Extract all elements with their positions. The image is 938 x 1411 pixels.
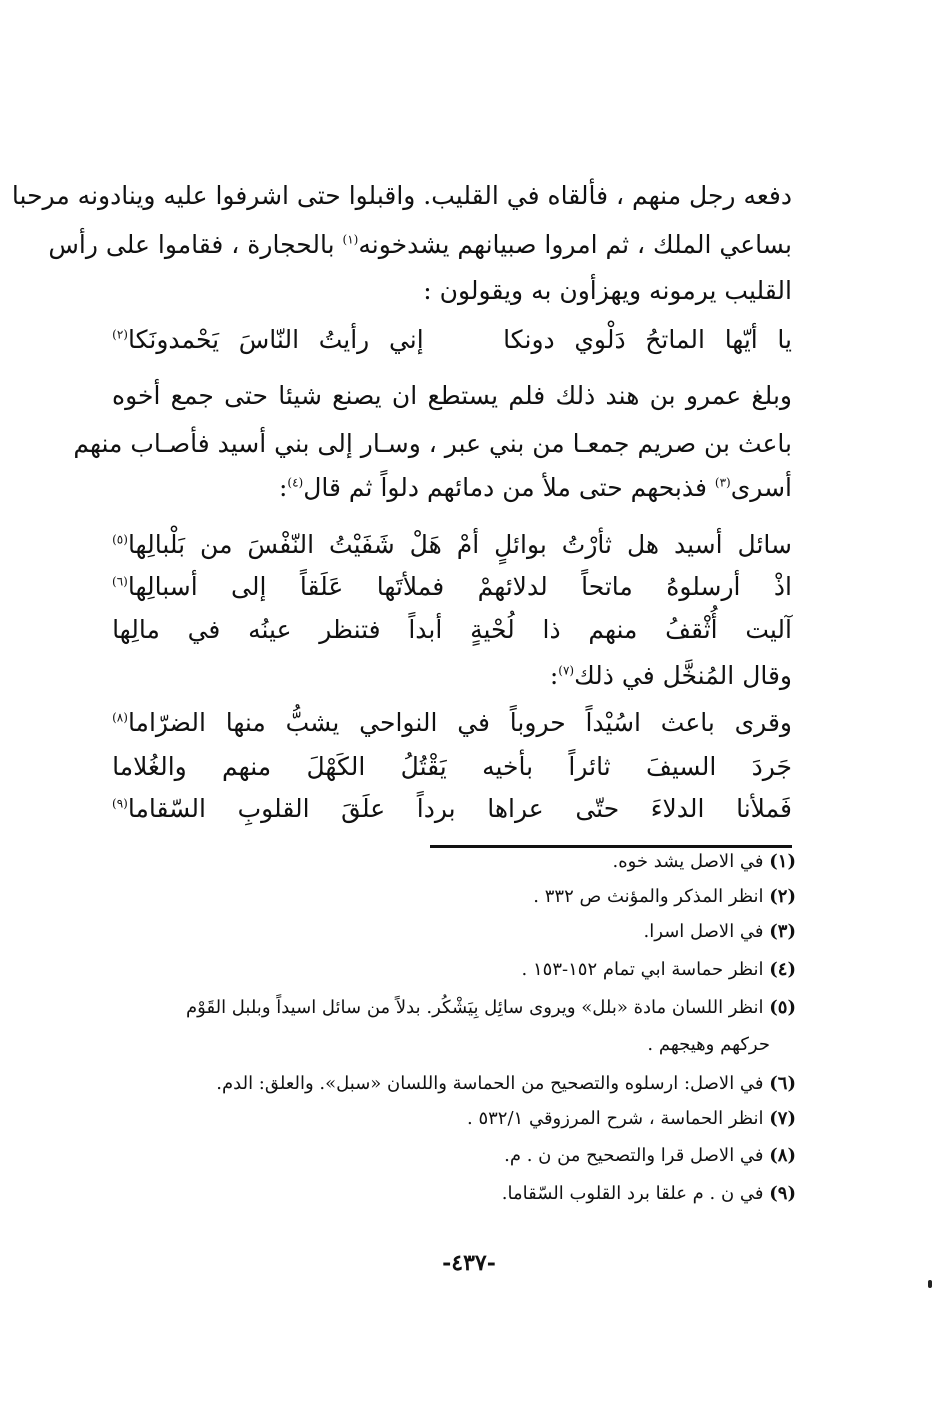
body-text: : [549, 661, 559, 690]
footnote-number: (٧) [769, 1108, 796, 1129]
verse-word: النّفْسَ [247, 530, 315, 559]
verse-word: إلى [231, 572, 267, 601]
verse-word: أسيد [674, 530, 723, 559]
verse-word: دَلْوي [574, 325, 626, 354]
verse-word: لُحْيةٍ [470, 615, 515, 644]
body-line-3 [112, 273, 792, 309]
footnote-number: (١) [769, 851, 796, 872]
footnote-ref: (١) [342, 232, 359, 247]
poem-intro [232, 658, 792, 694]
verse-word: الكَهْلَ [306, 752, 366, 781]
verse-word: بوائلٍ [494, 530, 547, 559]
verse-word: فَملأنا [736, 794, 792, 823]
verse-word: في [187, 615, 221, 644]
verse-word: بَلْبالِها [127, 530, 186, 559]
verse-word-with-ref [112, 705, 206, 741]
verse-word: شَفَيْتُ [329, 530, 395, 559]
poem1-line [112, 569, 792, 605]
footnote-text: انظر حماسة ابي تمام ١٥٢-١٥٣ . [521, 959, 764, 980]
poem2-line [112, 705, 792, 741]
verse-word: فتنظر [319, 615, 381, 644]
footnote-text: في الاصل اسرا. [643, 921, 764, 942]
body-text: القليب يرمونه ويهزأون به ويقولون : [423, 276, 792, 305]
verse-word-with-ref [112, 791, 206, 827]
verse-word: إني [388, 325, 424, 354]
footnote-ref: (٦) [112, 574, 128, 589]
footnote-item [112, 1179, 796, 1209]
verse-word: لدلائهمْ [477, 572, 548, 601]
verse-word: حتّى [575, 794, 620, 823]
footnote-text: انظر الحماسة ، شرح المرزوقي ٥٣٢/١ . [467, 1108, 764, 1129]
footnote-item [112, 1104, 796, 1134]
poem1-line [112, 612, 792, 648]
poem2-line [112, 749, 792, 785]
body-text: وقال المُنخَّل في ذلك [574, 661, 792, 690]
page-number: -٤٣٧- [442, 1250, 496, 1276]
verse-word: برداً [416, 794, 456, 823]
verse-word: عَلَقاً [299, 572, 344, 601]
verse-word: عينُه [248, 615, 292, 644]
verse-word: من [200, 530, 233, 559]
verse-word: أبداً [408, 615, 443, 644]
footnote-number: (٩) [769, 1183, 796, 1204]
body-line-4 [112, 378, 792, 414]
verse-word: يَقْتُلُ [400, 752, 447, 781]
footnote-item [112, 993, 796, 1023]
verse-word: حروباً [509, 708, 566, 737]
footnote-item [112, 882, 796, 912]
verse-word: فملأتَها [376, 572, 445, 601]
verse-word: يَحْمدونَكا [127, 325, 220, 354]
footnote-text: حركهم وهيجهم . [647, 1034, 770, 1055]
verse-word: ثائراً [568, 752, 611, 781]
verse-word-with-ref [112, 322, 219, 358]
verse-word: أيّها [724, 325, 758, 354]
footnote-ref: (٥) [112, 532, 128, 547]
footnote-number: (٣) [769, 921, 796, 942]
verse-word: علَقَ [341, 794, 386, 823]
body-text: بالحجارة ، فقاموا على رأس [48, 230, 335, 259]
verse-word: بأخيه [482, 752, 534, 781]
footnote-text: في الاصل: ارسلوه والتصحيح من الحماسة واللسان «سبل». والعلق: الدم. [216, 1073, 764, 1094]
verse-word: أسبالِها [127, 572, 198, 601]
footnote-ref: (٣) [714, 475, 731, 490]
scan-speck [928, 1280, 932, 1288]
footnote-text: في ن . م علقا برد القلوب السّقاما. [501, 1183, 764, 1204]
verse-word: هَلْ [409, 530, 442, 559]
footnote-item [112, 1141, 796, 1171]
body-text: وبلغ عمرو بن هند ذلك فلم يستطع ان يصنع شيئا حتى جمع أخوه [112, 381, 792, 410]
footnote-item [112, 917, 796, 947]
body-text: أسرى [730, 473, 792, 502]
verse-word: النّاسَ [238, 325, 300, 354]
verse-word: دونكا [503, 325, 555, 354]
footnote-text: في الاصل يشد خوه. [612, 851, 764, 872]
verse-word: يا [777, 325, 792, 354]
body-line-6 [112, 470, 792, 506]
poem1-line [112, 527, 792, 563]
verse-word: ثأرْتُ [561, 530, 612, 559]
verse-word: والغُلاما [112, 752, 187, 781]
verse-word-with-ref [112, 527, 185, 563]
footnote-item [112, 847, 796, 877]
verse-line [112, 322, 792, 358]
hemistich-gap [443, 322, 483, 358]
verse-word: منهم [222, 752, 272, 781]
footnote-number: (٢) [769, 886, 796, 907]
verse-word: ماتحاً [581, 572, 633, 601]
verse-word: عراها [487, 794, 544, 823]
verse-word: اسُيْداً [585, 708, 641, 737]
verse-word: الدلاءَ [650, 794, 705, 823]
verse-word: مالِها [112, 615, 160, 644]
body-line-2 [48, 227, 792, 263]
footnote-text: في الاصل قرا والتصحيح من ن . م. [504, 1145, 764, 1166]
footnote-ref: (٩) [112, 796, 128, 811]
body-text: : [278, 473, 288, 502]
body-text: بساعي الملك ، ثم امروا صبيانهم يشدخونه [358, 230, 792, 259]
verse-word: باعث [660, 708, 715, 737]
footnote-item [112, 1069, 796, 1099]
verse-word: الماتحُ [645, 325, 705, 354]
verse-word: السيفَ [645, 752, 717, 781]
verse-word: النواحي [359, 708, 438, 737]
verse-word: أُثْقفُ [665, 615, 718, 644]
verse-word: في [457, 708, 491, 737]
footnote-number: (٤) [769, 959, 796, 980]
body-text: باعث بن صريم جمعـا من بني عبر ، وسـار إلى بني أسيد فأصـاب منهم [73, 429, 792, 458]
body-line-5 [73, 426, 792, 462]
verse-word: وقرى [734, 708, 792, 737]
verse-word: يشبُّ [285, 708, 340, 737]
footnote-text: انظر المذكر والمؤنث ص ٣٣٢ . [533, 886, 764, 907]
verse-word: القلوبِ [237, 794, 310, 823]
footnote-ref: (٧) [558, 663, 575, 678]
poem2-line [112, 791, 792, 827]
verse-word: الضرّاما [127, 708, 206, 737]
footnote-number: (٦) [769, 1073, 796, 1094]
verse-word: أرسلوهُ [666, 572, 741, 601]
verse-word: السّقاما [127, 794, 206, 823]
verse-word: منها [225, 708, 266, 737]
verse-word: سائل [737, 530, 792, 559]
footnote-ref: (٤) [287, 475, 304, 490]
verse-word: أمْ [456, 530, 480, 559]
footnote-item [112, 955, 796, 985]
verse-word: رأيتُ [318, 325, 370, 354]
verse-word: منهم [588, 615, 638, 644]
verse-word-with-ref [112, 569, 198, 605]
body-line-1 [11, 178, 792, 214]
footnote-number: (٥) [769, 997, 796, 1018]
verse-word: آليت [745, 615, 792, 644]
footnote-item [112, 1030, 770, 1060]
body-text: فذبحهم حتى ملأ من دمائهم دلواً ثم قال [303, 473, 707, 502]
footnote-text: انظر اللسان مادة «بلل» ويروى سائِل بِيَشْكُر. بدلاً من سائل اسيداً وبلبل القَوْم [186, 997, 764, 1018]
footnote-ref: (٨) [112, 710, 128, 725]
verse-word: هل [626, 530, 660, 559]
verse-word: جَردَ [751, 752, 792, 781]
verse-word: اذْ [773, 572, 792, 601]
body-text: دفعه رجل منهم ، فألقاه في القليب. واقبلوا حتى اشرفوا عليه وينادونه مرحبا [11, 181, 792, 210]
footnote-ref: (٢) [112, 327, 128, 342]
verse-word: ذا [542, 615, 561, 644]
footnote-number: (٨) [769, 1145, 796, 1166]
